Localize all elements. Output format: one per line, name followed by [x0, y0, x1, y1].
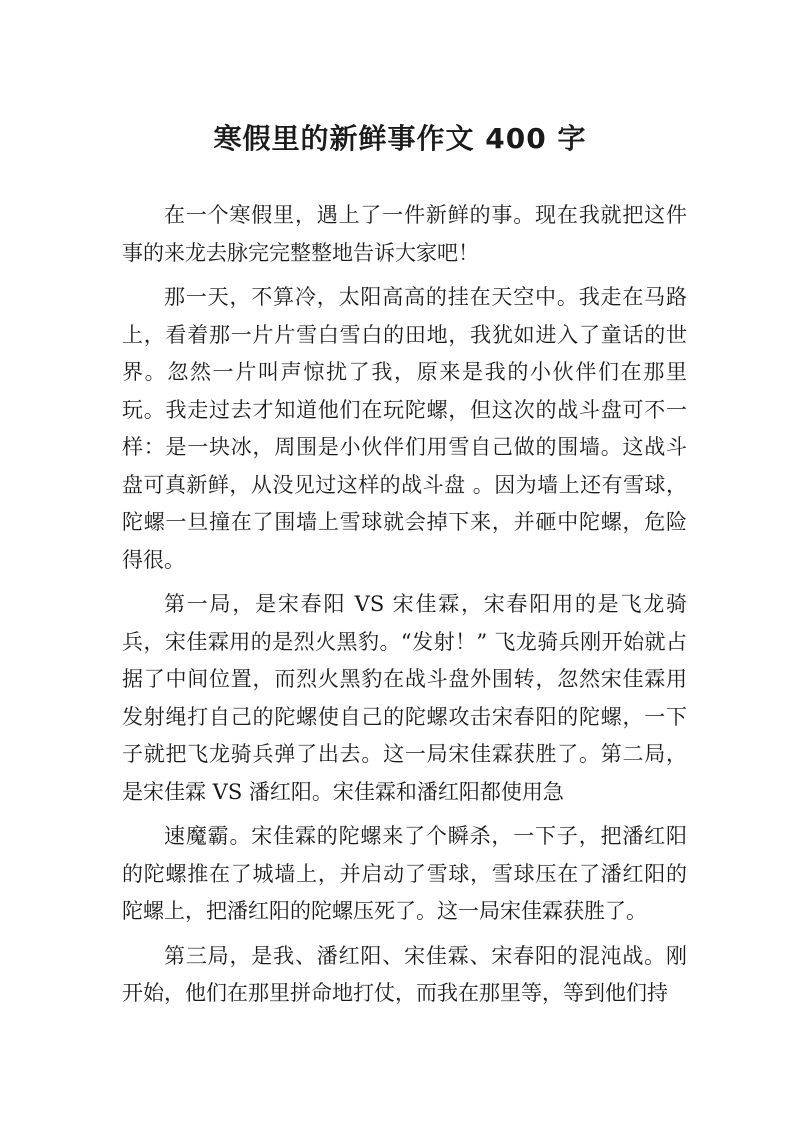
- paragraph: 那一天，不算冷，太阳高高的挂在天空中。我走在马路上，看着那一片片雪白雪白的田地，我犹如进入了童话的世界。忽然一片叫声惊扰了我，原来是我的小伙伴们在那里玩。我走过去才知道他们在玩陀螺，但这次的战斗盘可不一样：是一块冰，周围是小伙伴们用雪自己做的围墙。这战斗盘可真新鲜，从没见过这样的战斗盘 。因为墙上还有雪球，陀螺一旦撞在了围墙上雪球就会掉下来，并砸中陀螺，危险得很。: [122, 285, 687, 572]
- document-body: [122, 197, 687, 1013]
- paragraph: 第一局，是宋春阳 VS 宋佳霖，宋春阳用的是飞龙骑兵，宋佳霖用的是烈火黑豹。“发射！” 飞龙骑兵刚开始就占据了中间位置，而烈火黑豹在战斗盘外围转，忽然宋佳霖用发射绳打自己的陀螺使自己的陀螺攻击宋春阳的陀螺，一下子就把飞龙骑兵弹了出去。这一局宋佳霖获胜了。第二局，是宋佳霖 VS 潘红阳。宋佳霖和潘红阳都使用急: [122, 592, 687, 804]
- paragraph: 在一个寒假里，遇上了一件新鲜的事。现在我就把这件事的来龙去脉完完整整地告诉大家吧！: [122, 203, 687, 265]
- paragraph: 第三局，是我、潘红阳、宋佳霖、宋春阳的混沌战。刚开始，他们在那里拼命地打仗，而我在那里等，等到他们持: [122, 943, 687, 1005]
- document-title: 寒假里的新鲜事作文 400 字: [213, 121, 587, 155]
- paragraph: 速魔霸。宋佳霖的陀螺来了个瞬杀，一下子，把潘红阳的陀螺推在了城墙上，并启动了雪球，雪球压在了潘红阳的陀螺上，把潘红阳的陀螺压死了。这一局宋佳霖获胜了。: [122, 824, 687, 923]
